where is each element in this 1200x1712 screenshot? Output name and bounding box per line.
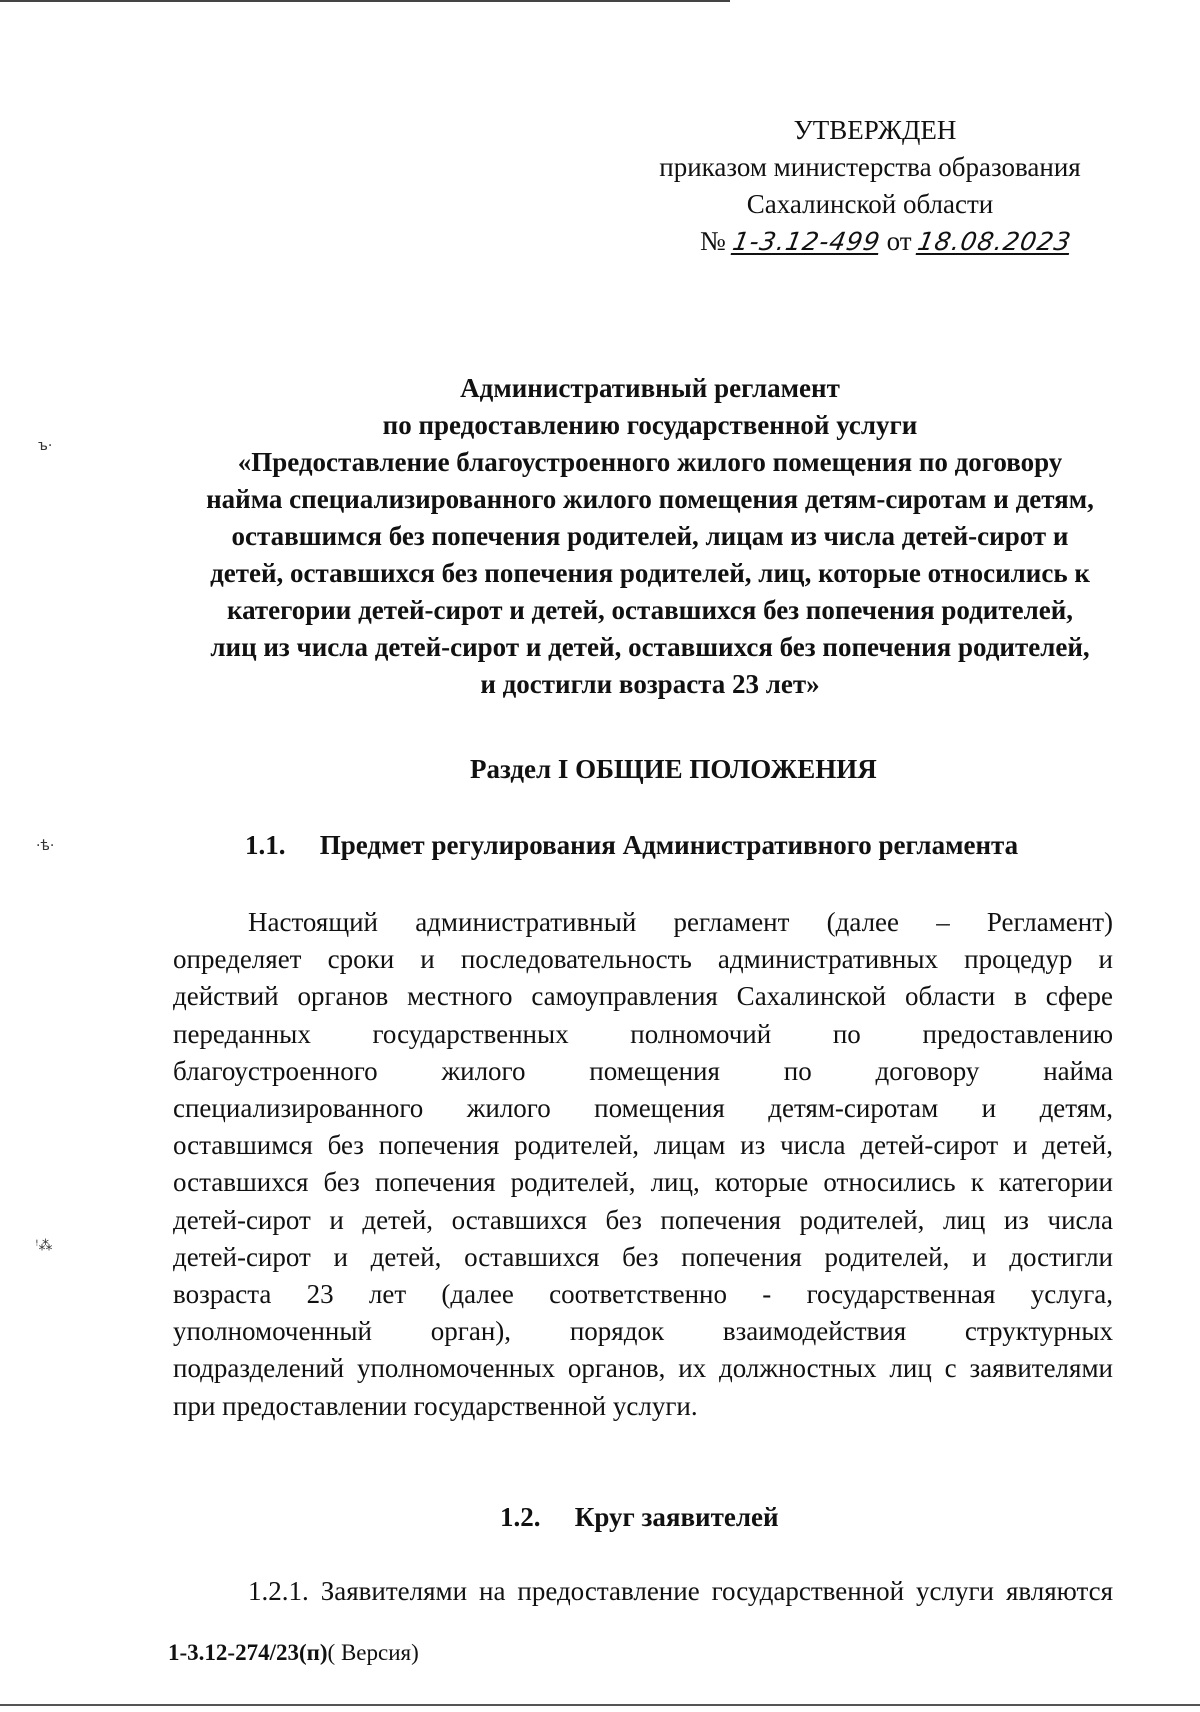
document-code: 1-3.12-274/23(п) (168, 1640, 328, 1665)
paragraph-line: возраста 23 лет (далее соответственно - государственная услуга, (173, 1279, 1113, 1310)
title-line: по предоставлению государственной услуги (382, 410, 918, 440)
paragraph-line: Настоящий административный регламент (далее – Регламент) (248, 907, 1113, 937)
paragraph-line: уполномоченный орган), порядок взаимодействия структурных (173, 1316, 1113, 1347)
title-line: и достигли возраста 23 лет» (480, 669, 820, 699)
scan-edge-line (0, 0, 730, 2)
title-line: «Предоставление благоустроенного жилого помещения по договору (237, 447, 1063, 477)
order-number-prefix: № (700, 226, 726, 256)
subsection-1-1-heading (245, 830, 1018, 861)
title-line: лиц из числа детей-сирот и детей, оставшихся без попечения родителей, (210, 632, 1090, 662)
subsection-title: Предмет регулирования Административного регламента (319, 830, 1019, 860)
order-number-handwritten: 1-3.12-499 (729, 227, 883, 256)
section-title: Раздел I ОБЩИЕ ПОЛОЖЕНИЯ (470, 754, 877, 784)
title-line: оставшимся без попечения родителей, лицам из числа детей-сирот и (231, 521, 1069, 551)
paragraph-line: детей-сирот и детей, оставшихся без попечения родителей, лиц из числа (173, 1204, 1113, 1235)
paragraph-line: подразделений уполномоченных органов, их должностных лиц с заявителями (173, 1353, 1113, 1384)
title-line: категории детей-сирот и детей, оставшихся без попечения родителей, (226, 595, 1074, 625)
paragraph-1-1 (173, 904, 1113, 1425)
approval-line-1: приказом министерства образования (659, 152, 1081, 182)
paragraph-line: переданных государственных полномочий по предоставлению (173, 1018, 1113, 1049)
subsection-title: Круг заявителей (574, 1502, 779, 1532)
paragraph-1-2-1: 1.2.1. Заявителями на предоставление государственной услуги являются (248, 1576, 1113, 1606)
title-line: детей, оставшихся без попечения родителей, лиц, которые относились к (210, 558, 1090, 588)
approval-line-2: Сахалинской области (746, 189, 994, 219)
order-date-prefix: от (886, 226, 912, 256)
paragraph-last-line: при предоставлении государственной услуги. (173, 1390, 698, 1421)
title-line: Административный регламент (460, 373, 840, 403)
paragraph-line: специализированного жилого помещения детям-сиротам и детям, (173, 1093, 1113, 1124)
document-code-footer (168, 1640, 419, 1666)
scan-speck-mark: ꜝ⁂ (35, 1238, 53, 1254)
order-date-handwritten: 18.08.2023 (915, 227, 1075, 256)
subsection-number: 1.1. (245, 830, 286, 860)
document-title (170, 370, 1130, 703)
paragraph-line: детей-сирот и детей, оставшихся без попечения родителей, и достигли (173, 1241, 1113, 1272)
paragraph-line: определяет сроки и последовательность административных процедур и (173, 944, 1113, 975)
title-line: найма специализированного жилого помещения детям-сиротам и детям, (206, 484, 1094, 514)
subsection-number: 1.2. (500, 1502, 541, 1532)
paragraph-line: оставшихся без попечения родителей, лиц, которые относились к категории (173, 1167, 1113, 1198)
document-version: ( Версия) (327, 1640, 419, 1665)
paragraph-line: действий органов местного самоуправления Сахалинской области в сфере (173, 981, 1113, 1012)
approval-title: УТВЕРЖДЕН (793, 115, 957, 145)
approval-order-line (620, 223, 1120, 260)
subsection-1-2-heading (500, 1502, 779, 1533)
approval-block (620, 112, 1120, 260)
scan-speck-mark: ъ· (38, 438, 53, 454)
paragraph-line: оставшимся без попечения родителей, лицам из числа детей-сирот и детей, (173, 1130, 1113, 1161)
scan-edge-line (0, 1704, 1200, 1706)
paragraph-line: благоустроенного жилого помещения по договору найма (173, 1055, 1113, 1086)
scan-speck-mark: ·ѣ· (36, 838, 55, 854)
